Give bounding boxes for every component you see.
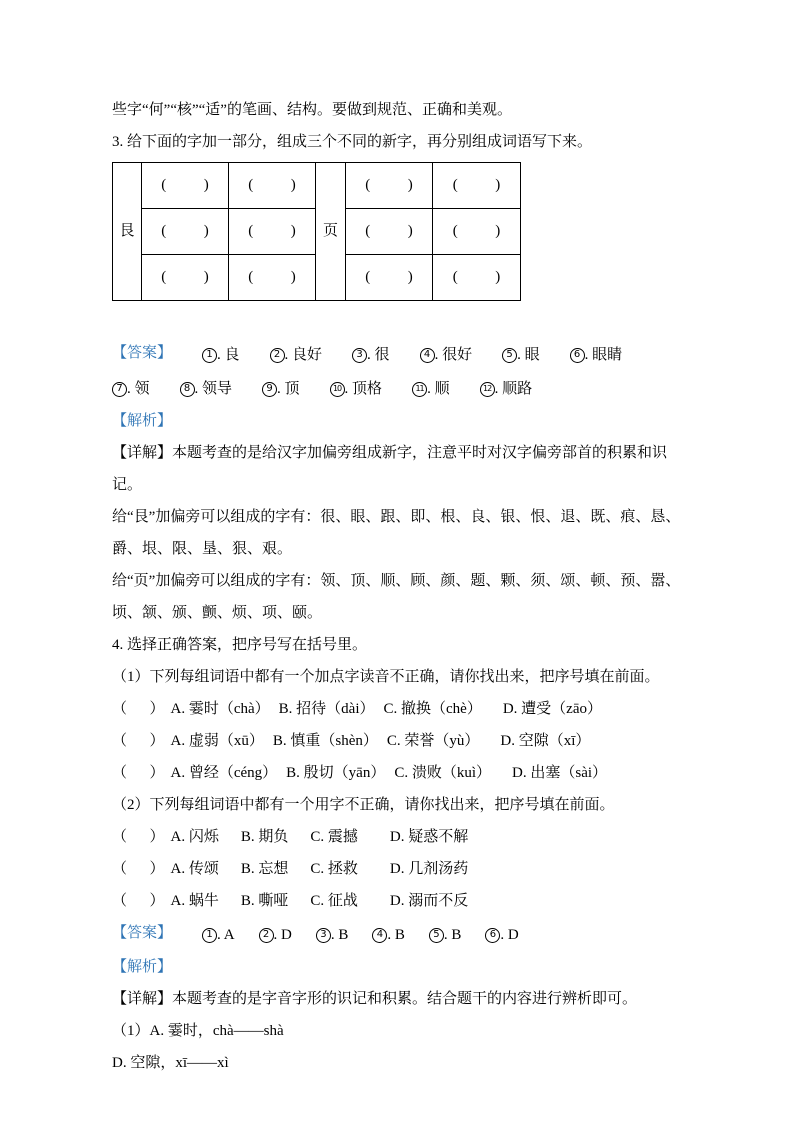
choice-option: D. 溺而不反 [389, 893, 469, 909]
q4-part2-instruction: （2）下列每组词语中都有一个用字不正确，请你找出来，把序号填在前面。 [112, 797, 615, 813]
circled-number: 5 [429, 928, 444, 943]
answer-blank-cell: ( ) [229, 163, 316, 209]
answer-item-text: . 顺路 [494, 381, 533, 397]
choice-option: B. 殷切（yān） [286, 765, 386, 781]
answer-item-text: . 良好 [284, 347, 323, 363]
answer-blank-cell: ( ) [142, 255, 229, 301]
q4-correction-line: （1）A. 霎时，chà——shà [112, 1023, 284, 1039]
choice-option: A. 曾经（céng） [170, 765, 278, 781]
choice-option: C. 撤换（chè） [383, 701, 482, 717]
answer-item-text: . 领 [127, 381, 150, 397]
q3-answer-line-1 [112, 337, 682, 371]
choice-option: C. 溃败（kuì） [394, 765, 492, 781]
answer-blank-cell: ( ) [346, 163, 433, 209]
answer-item-text: . 眼睛 [584, 347, 623, 363]
choice-row [112, 725, 682, 757]
q3-gen-line: 给“页”加偏旁可以组成的字有：领、顶、顺、顾、颜、题、颗、须、颂、顿、预、嚣、 [112, 573, 681, 589]
answer-item [262, 373, 300, 405]
q3-answer-items-row1 [202, 339, 622, 371]
answer-blank-cell: ( ) [229, 209, 316, 255]
circled-number: 3 [316, 928, 331, 943]
choice-option: A. 蜗牛 [170, 893, 219, 909]
continuation-text: 些字“何”“核”“适”的笔画、结构。要做到规范、正确和美观。 [112, 102, 512, 118]
choice-row [112, 693, 682, 725]
detail-label: 【详解】 [112, 445, 173, 461]
answer-item [502, 339, 540, 371]
detail-text: 本题考查的是给汉字加偏旁组成新字，注意平时对汉字偏旁部首的积累和识记。 [112, 445, 668, 493]
choice-row [112, 821, 682, 853]
circled-number: 11 [412, 382, 427, 397]
choice-option: D. 几剂汤药 [389, 861, 469, 877]
q4-answer-line [112, 917, 682, 951]
answer-item-text: . B [443, 927, 462, 943]
answer-item-text: . B [330, 927, 349, 943]
circled-number: 4 [372, 928, 387, 943]
answer-item [202, 919, 235, 951]
q3-answer-items-row2 [112, 373, 532, 405]
choice-option: C. 震撼 [310, 829, 358, 845]
circled-number: 2 [259, 928, 274, 943]
choice-option: B. 慎重（shèn） [272, 733, 378, 749]
answer-item [259, 919, 292, 951]
choice-option: A. 霎时（chà） [170, 701, 270, 717]
detail-text: 本题考查的是字音字形的识记和积累。结合题干的内容进行辨析即可。 [172, 991, 638, 1007]
analysis-label: 【解析】 [112, 413, 173, 429]
answer-item [330, 373, 383, 405]
choice-option: B. 期负 [240, 829, 289, 845]
answer-item-text: . 顶格 [344, 381, 383, 397]
choice-option: B. 招待（dài） [278, 701, 375, 717]
answer-label: 【答案】 [112, 345, 173, 361]
answer-item [180, 373, 233, 405]
answer-item-text: . 顶 [277, 381, 300, 397]
detail-label: 【详解】 [112, 991, 173, 1007]
q4-part1-choice-rows [112, 693, 682, 789]
answer-item-text: . 顺 [427, 381, 450, 397]
answer-bracket: （ ） [112, 893, 165, 909]
q3-answer-line-2 [112, 371, 682, 405]
choice-option: D. 遭受（zāo） [502, 701, 602, 717]
answer-bracket: （ ） [112, 861, 165, 877]
answer-bracket: （ ） [112, 701, 165, 717]
q4-answer-items [202, 919, 519, 951]
answer-blank-cell: ( ) [433, 163, 521, 209]
choice-option: A. 闪烁 [170, 829, 219, 845]
answer-blank-cell: ( ) [433, 255, 521, 301]
q4-detail-paragraph [112, 983, 682, 1015]
choice-row [112, 757, 682, 789]
answer-item-text: . A [217, 927, 235, 943]
circled-number: 5 [502, 348, 517, 363]
q4-part2-choice-rows [112, 821, 682, 917]
answer-blank-cell: ( ) [346, 255, 433, 301]
choice-option: C. 征战 [310, 893, 358, 909]
answer-item [412, 373, 450, 405]
circled-number: 3 [352, 348, 367, 363]
choice-option: C. 荣誉（yù） [386, 733, 480, 749]
table-row [113, 163, 521, 209]
circled-number: 1 [202, 348, 217, 363]
circled-number: 12 [480, 382, 495, 397]
circled-number: 8 [180, 382, 195, 397]
analysis-label: 【解析】 [112, 959, 173, 975]
answer-blank-cell: ( ) [229, 255, 316, 301]
choice-option: D. 疑惑不解 [389, 829, 469, 845]
choice-option: A. 虚弱（xū） [170, 733, 264, 749]
q3-prompt: 3. 给下面的字加一部分，组成三个不同的新字，再分别组成词语写下来。 [112, 134, 593, 150]
q3-gen-line: 给“艮”加偏旁可以组成的字有：很、眼、跟、即、根、良、银、恨、退、既、痕、恳、 [112, 509, 681, 525]
circled-number: 9 [262, 382, 277, 397]
answer-item-text: . 眼 [517, 347, 540, 363]
circled-number: 10 [330, 382, 345, 397]
choice-option: D. 空隙（xī） [500, 733, 591, 749]
choice-row [112, 853, 682, 885]
q4-part1-instruction: （1）下列每组词语中都有一个加点字读音不正确，请你找出来，把序号填在前面。 [112, 669, 660, 685]
answer-item-text: . D [500, 927, 519, 943]
circled-number: 6 [485, 928, 500, 943]
choice-option: B. 嘶哑 [240, 893, 289, 909]
choice-row [112, 885, 682, 917]
choice-option: A. 传颂 [170, 861, 219, 877]
q3-detail-paragraph [112, 437, 682, 501]
circled-number: 4 [420, 348, 435, 363]
q4-prompt: 4. 选择正确答案，把序号写在括号里。 [112, 637, 368, 653]
answer-item [570, 339, 623, 371]
answer-blank-cell: ( ) [142, 209, 229, 255]
circled-number: 2 [270, 348, 285, 363]
answer-item-text: . B [387, 927, 405, 943]
q4-analysis-heading [112, 951, 682, 983]
answer-item-text: . 良 [217, 347, 240, 363]
answer-item-text: . 领导 [194, 381, 233, 397]
answer-item [202, 339, 240, 371]
circled-number: 7 [112, 382, 127, 397]
answer-label: 【答案】 [112, 925, 173, 941]
answer-bracket: （ ） [112, 829, 165, 845]
answer-item [112, 373, 150, 405]
answer-item-text: . D [273, 927, 292, 943]
answer-bracket: （ ） [112, 733, 165, 749]
q3-character-table [112, 162, 521, 301]
q3-analysis-heading [112, 405, 682, 437]
choice-option: C. 拯救 [310, 861, 358, 877]
q4-correction-line: D. 空隙，xī——xì [112, 1055, 229, 1071]
answer-blank-cell: ( ) [142, 163, 229, 209]
circled-number: 1 [202, 928, 217, 943]
answer-item [485, 919, 518, 951]
choice-option: B. 忘想 [240, 861, 289, 877]
answer-item [429, 919, 462, 951]
answer-item-text: . 很 [367, 347, 390, 363]
answer-blank-cell: ( ) [433, 209, 521, 255]
answer-item [352, 339, 390, 371]
answer-item [316, 919, 349, 951]
answer-item-text: . 很好 [434, 347, 473, 363]
choice-option: D. 出塞（sài） [512, 765, 608, 781]
circled-number: 6 [570, 348, 585, 363]
answer-item [372, 919, 405, 951]
answer-item [480, 373, 533, 405]
answer-item [270, 339, 323, 371]
answer-blank-cell: ( ) [346, 209, 433, 255]
answer-item [420, 339, 473, 371]
q3-gen-line: 爵、垠、限、垦、狠、艰。 [112, 541, 293, 557]
answer-bracket: （ ） [112, 765, 165, 781]
radical-ye-cell: 页 [316, 163, 346, 301]
radical-gen-cell: 艮 [113, 163, 142, 301]
q3-gen-line: 顷、颔、颁、颤、烦、项、颐。 [112, 605, 323, 621]
